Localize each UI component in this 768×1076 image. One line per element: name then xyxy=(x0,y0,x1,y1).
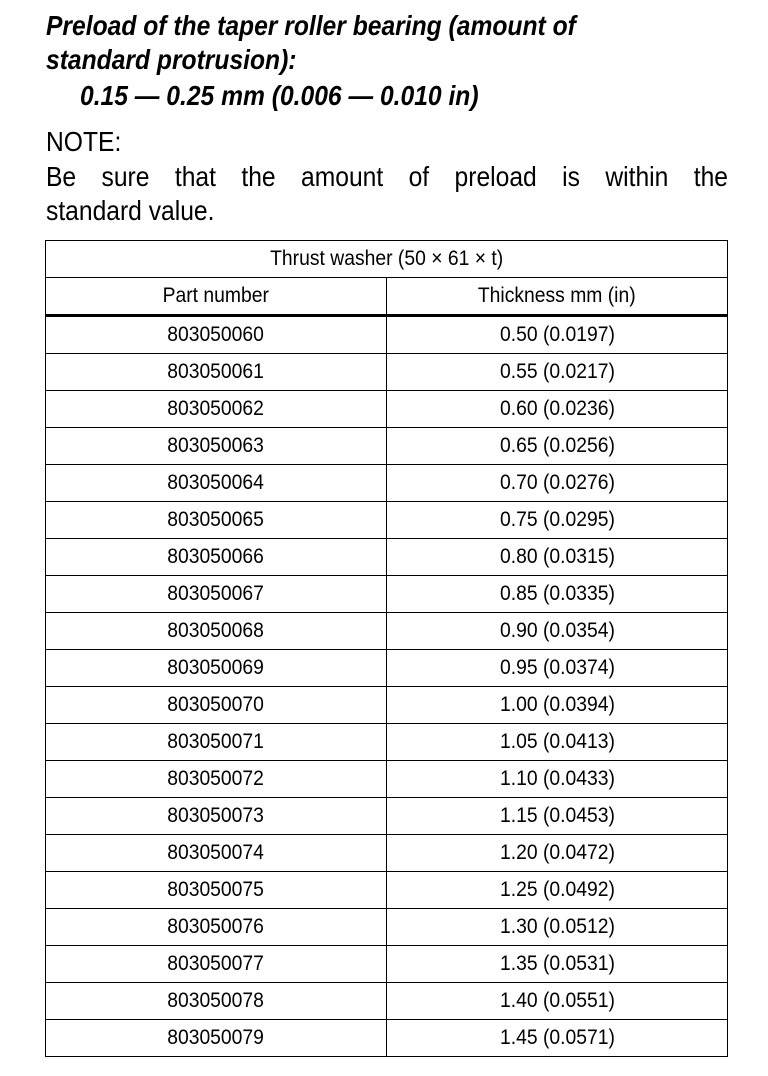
thickness-cell-text: 1.05 (0.0413) xyxy=(499,730,615,753)
thickness-cell xyxy=(387,909,728,946)
part-number-cell-text: 803050072 xyxy=(167,767,265,790)
part-number-cell xyxy=(46,391,387,428)
thickness-cell xyxy=(387,650,728,687)
thickness-cell xyxy=(387,539,728,576)
thickness-cell xyxy=(387,983,728,1020)
thickness-cell xyxy=(387,502,728,539)
thickness-cell xyxy=(387,391,728,428)
part-number-cell xyxy=(46,1020,387,1057)
thickness-cell-text: 0.60 (0.0236) xyxy=(499,397,615,420)
part-number-cell xyxy=(46,835,387,872)
table-title xyxy=(46,241,728,278)
table-row xyxy=(46,687,728,724)
table-row xyxy=(46,354,728,391)
table-row xyxy=(46,502,728,539)
part-number-cell xyxy=(46,576,387,613)
table-row xyxy=(46,909,728,946)
table-row xyxy=(46,428,728,465)
table-row xyxy=(46,946,728,983)
thrust-washer-table xyxy=(45,240,728,1057)
table-row xyxy=(46,465,728,502)
thickness-cell xyxy=(387,724,728,761)
thickness-cell-text: 0.80 (0.0315) xyxy=(499,545,615,568)
thickness-cell xyxy=(387,316,728,354)
column-header-text: Thickness mm (in) xyxy=(478,284,636,307)
thickness-cell-text: 0.90 (0.0354) xyxy=(499,619,615,642)
thickness-cell xyxy=(387,465,728,502)
thickness-cell-text: 1.15 (0.0453) xyxy=(499,804,615,827)
thickness-cell-text: 0.75 (0.0295) xyxy=(499,508,615,531)
thickness-cell-text: 0.65 (0.0256) xyxy=(499,434,615,457)
thickness-cell-text: 0.95 (0.0374) xyxy=(499,656,615,679)
table-row xyxy=(46,576,728,613)
thickness-cell xyxy=(387,798,728,835)
table-row xyxy=(46,872,728,909)
thickness-cell-text: 0.70 (0.0276) xyxy=(499,471,615,494)
part-number-cell-text: 803050065 xyxy=(167,508,265,531)
part-number-cell xyxy=(46,983,387,1020)
part-number-cell xyxy=(46,872,387,909)
thickness-cell-text: 1.45 (0.0571) xyxy=(499,1026,615,1049)
heading-line-1: Preload of the taper roller bearing (amount of xyxy=(46,10,576,41)
part-number-cell-text: 803050070 xyxy=(167,693,265,716)
preload-value: 0.15 — 0.25 mm (0.006 — 0.010 in) xyxy=(80,80,479,111)
part-number-cell xyxy=(46,946,387,983)
part-number-cell-text: 803050060 xyxy=(167,323,265,346)
thickness-cell xyxy=(387,613,728,650)
part-number-cell-text: 803050063 xyxy=(167,434,265,457)
thickness-cell-text: 1.35 (0.0531) xyxy=(499,952,615,975)
part-number-cell-text: 803050064 xyxy=(167,471,265,494)
note-body-line-1: Be sure that the amount of preload is within the xyxy=(46,161,728,192)
part-number-cell-text: 803050073 xyxy=(167,804,265,827)
table-header-row xyxy=(46,278,728,316)
table-title-text: Thrust washer (50 × 61 × t) xyxy=(269,247,504,270)
thickness-cell xyxy=(387,687,728,724)
part-number-cell-text: 803050074 xyxy=(167,841,265,864)
part-number-cell-text: 803050071 xyxy=(167,730,265,753)
table-row xyxy=(46,650,728,687)
part-number-cell xyxy=(46,316,387,354)
part-number-cell xyxy=(46,502,387,539)
part-number-cell-text: 803050077 xyxy=(167,952,265,975)
column-header-text: Part number xyxy=(162,284,270,307)
thickness-cell xyxy=(387,872,728,909)
thickness-cell xyxy=(387,761,728,798)
thickness-cell xyxy=(387,576,728,613)
part-number-cell-text: 803050066 xyxy=(167,545,265,568)
heading-line-2: standard protrusion): xyxy=(46,44,297,75)
table-row xyxy=(46,316,728,354)
part-number-cell-text: 803050067 xyxy=(167,582,265,605)
table-row xyxy=(46,724,728,761)
thickness-cell-text: 1.40 (0.0551) xyxy=(499,989,615,1012)
table-row xyxy=(46,835,728,872)
thickness-cell-text: 1.30 (0.0512) xyxy=(499,915,615,938)
thickness-cell-text: 1.10 (0.0433) xyxy=(499,767,615,790)
thickness-cell-text: 0.55 (0.0217) xyxy=(499,360,615,383)
thickness-cell xyxy=(387,428,728,465)
thickness-cell-text: 0.85 (0.0335) xyxy=(499,582,615,605)
thickness-cell xyxy=(387,354,728,391)
thickness-cell-text: 0.50 (0.0197) xyxy=(499,323,615,346)
part-number-cell xyxy=(46,687,387,724)
part-number-cell xyxy=(46,761,387,798)
column-header-part-number xyxy=(46,278,387,316)
part-number-cell-text: 803050079 xyxy=(167,1026,265,1049)
table-row xyxy=(46,983,728,1020)
note-label: NOTE: xyxy=(46,126,122,157)
part-number-cell xyxy=(46,650,387,687)
part-number-cell-text: 803050068 xyxy=(167,619,265,642)
part-number-cell-text: 803050069 xyxy=(167,656,265,679)
part-number-cell xyxy=(46,354,387,391)
thickness-cell-text: 1.25 (0.0492) xyxy=(499,878,615,901)
part-number-cell-text: 803050062 xyxy=(167,397,265,420)
table-title-row xyxy=(46,241,728,278)
thickness-cell xyxy=(387,946,728,983)
part-number-cell-text: 803050061 xyxy=(167,360,265,383)
thickness-cell-text: 1.20 (0.0472) xyxy=(499,841,615,864)
table-row xyxy=(46,539,728,576)
column-header-thickness xyxy=(387,278,728,316)
table-row xyxy=(46,1020,728,1057)
part-number-cell-text: 803050078 xyxy=(167,989,265,1012)
table-row xyxy=(46,761,728,798)
note-body-line-2: standard value. xyxy=(46,195,215,226)
part-number-cell-text: 803050076 xyxy=(167,915,265,938)
part-number-cell xyxy=(46,428,387,465)
part-number-cell xyxy=(46,909,387,946)
part-number-cell xyxy=(46,724,387,761)
part-number-cell xyxy=(46,465,387,502)
table-row xyxy=(46,798,728,835)
thickness-cell-text: 1.00 (0.0394) xyxy=(499,693,615,716)
part-number-cell xyxy=(46,798,387,835)
table-row xyxy=(46,613,728,650)
table-row xyxy=(46,391,728,428)
part-number-cell-text: 803050075 xyxy=(167,878,265,901)
thickness-cell xyxy=(387,835,728,872)
thickness-cell xyxy=(387,1020,728,1057)
part-number-cell xyxy=(46,613,387,650)
part-number-cell xyxy=(46,539,387,576)
